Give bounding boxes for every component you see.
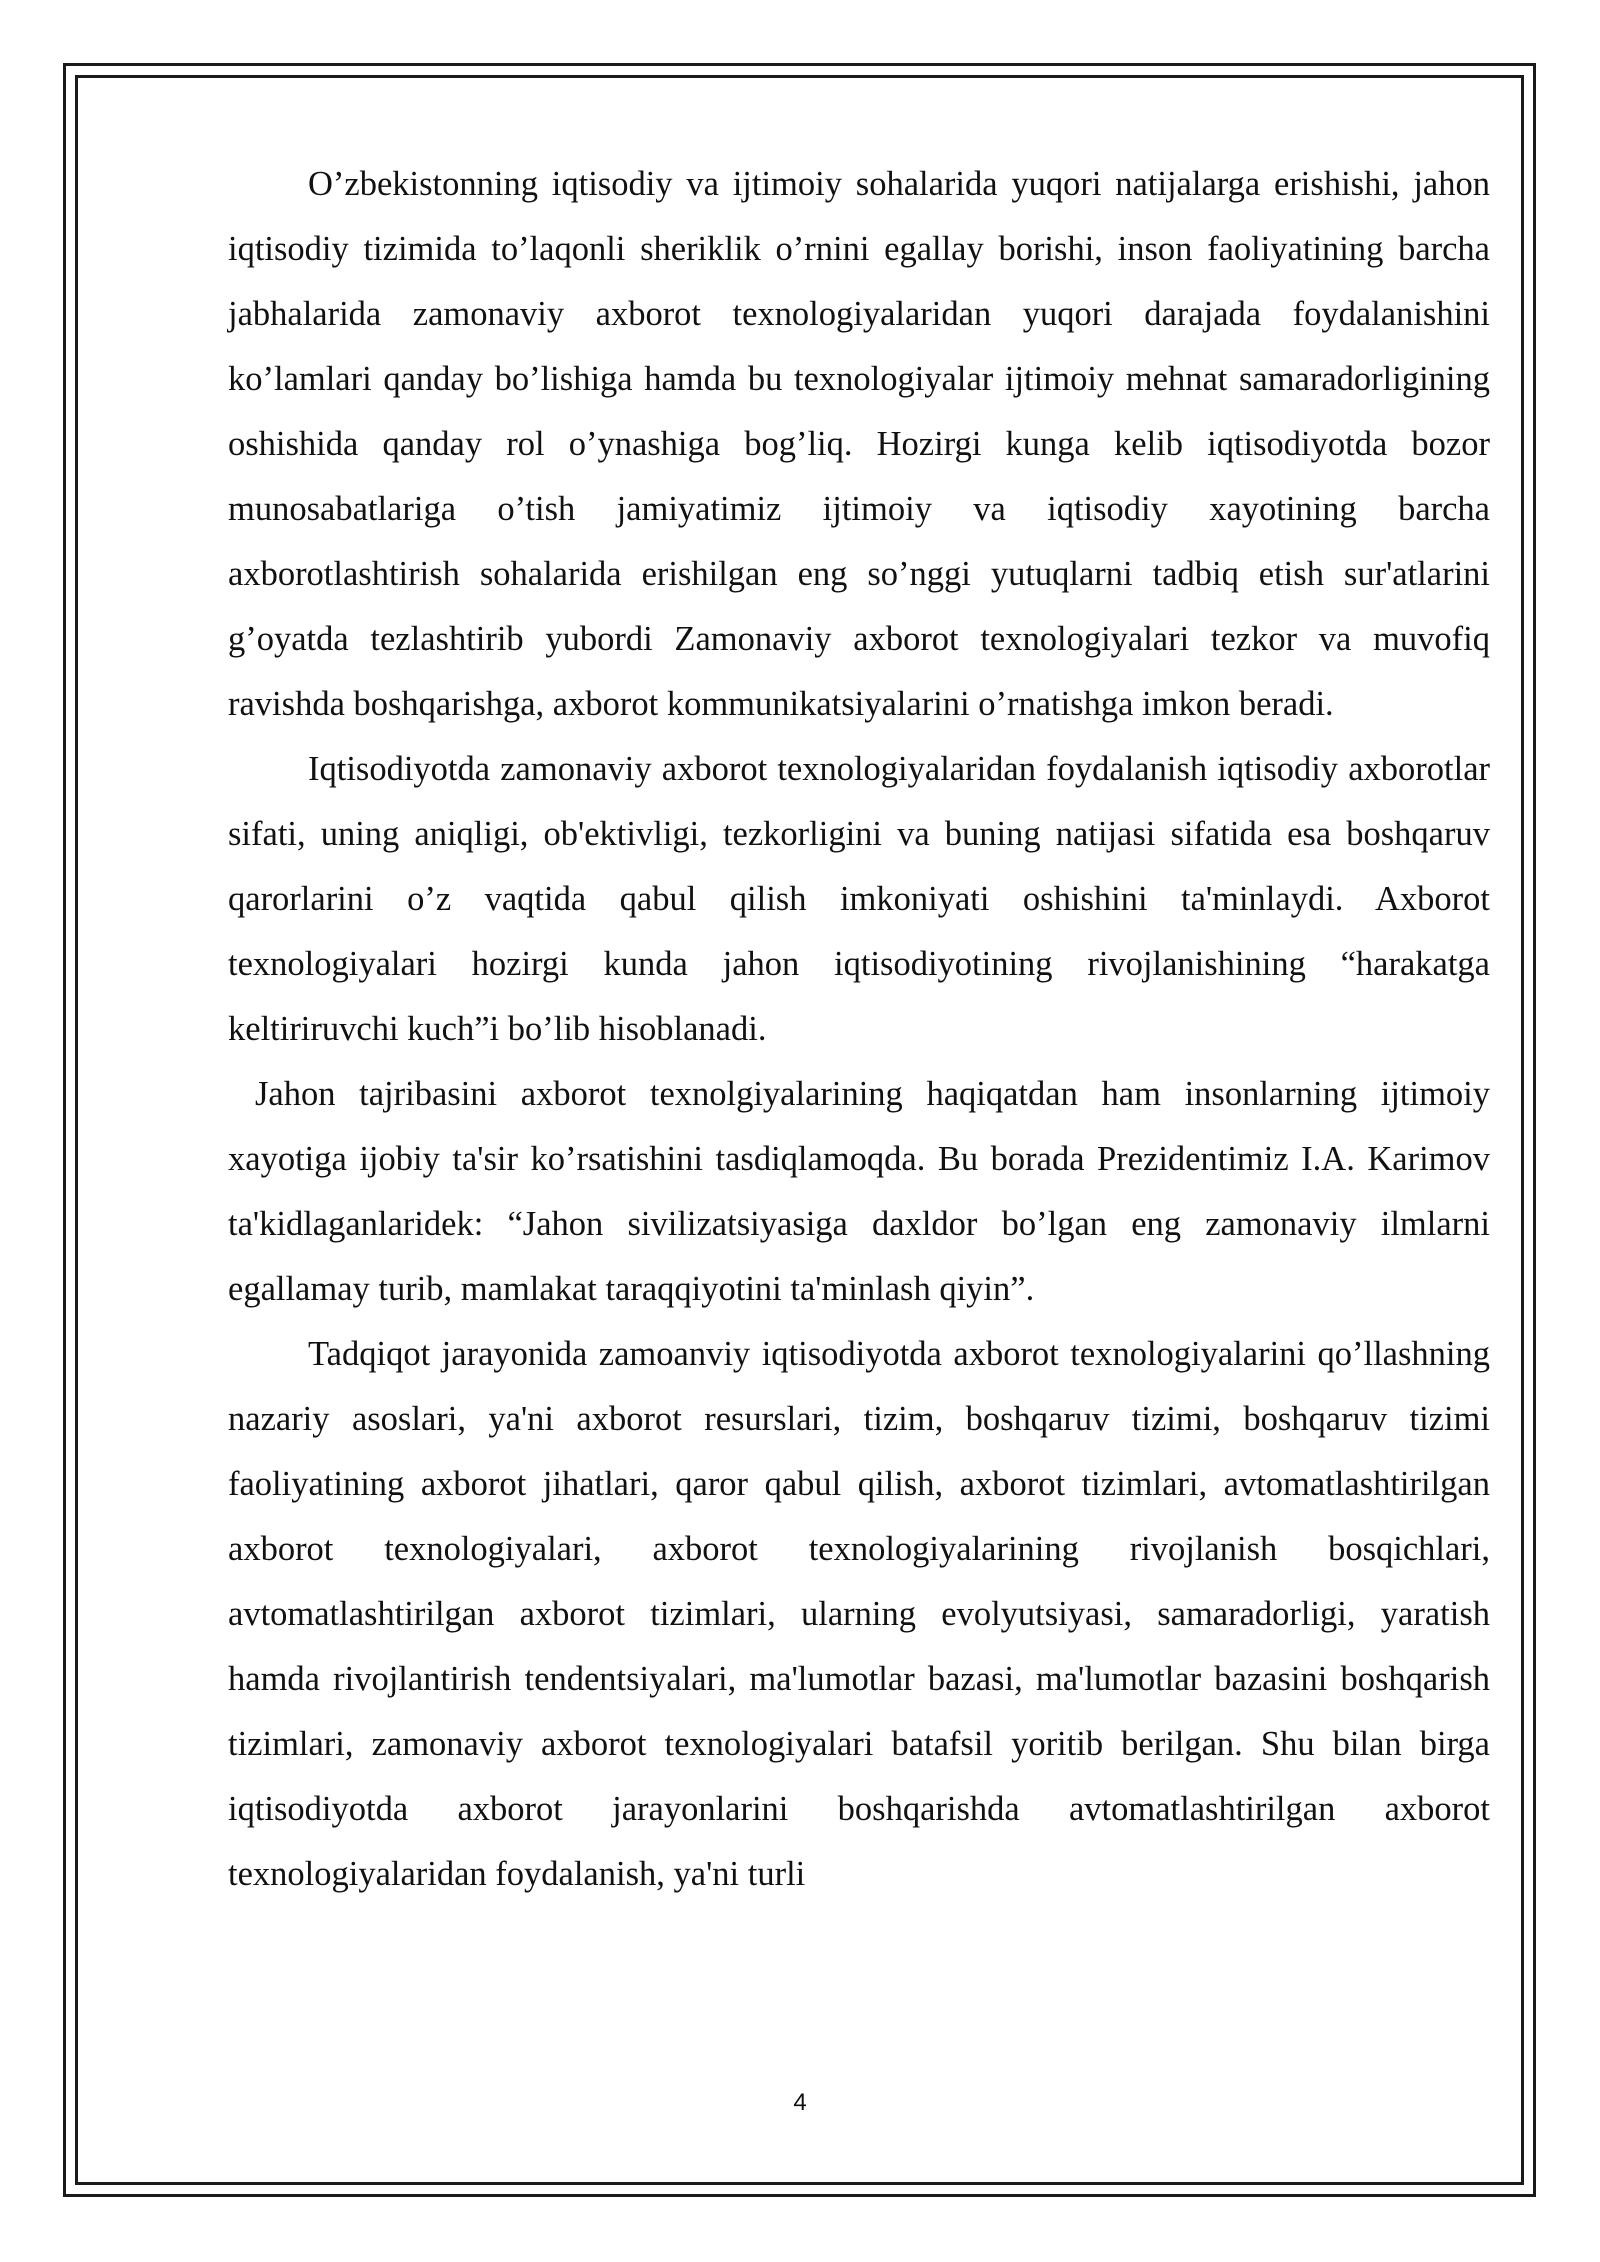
paragraph-3: Jahon tajribasini axborot texnolgiyalarining haqiqatdan ham insonlarning ijtimoiy xayotiga ijobiy ta'sir ko’rsatishini tasdiqlamoqda. Bu borada Prezidentimiz I.A. Karimov ta'kidlaganlaridek: “Jahon sivilizatsiyasiga daxldor bo’lgan eng zamonaviy ilmlarni egallamay turib, mamlakat taraqqiyotini ta'minlash qiyin”. <box>228 1075 1490 1308</box>
paragraph-1: O’zbekistonning iqtisodiy va ijtimoiy sohalarida yuqori natijalarga erishishi, jahon iqtisodiy tizimida to’laqonli sheriklik o’rnini egallay borishi, inson faoliyatining barcha jabhalarida zamonaviy axborot texnologiyalaridan yuqori darajada foydalanishini ko’lamlari qanday bo’lishiga hamda bu texnologiyalar ijtimoiy mehnat samaradorligining oshishida qanday rol o’ynashiga bog’liq. Hozirgi kunga kelib iqtisodiyotda bozor munosabatlariga o’tish jamiyatimiz ijtimoiy va iqtisodiy xayotining barcha axborotlashtirish sohalarida erishilgan eng so’nggi yutuqlarni tadbiq etish sur'atlarini g’oyatda tezlashtirib yubordi Zamonaviy axborot texnologiyalari tezkor va muvofiq ravishda boshqarishga, axborot kommunikatsiyalarini o’rnatishga imkon beradi. <box>228 165 1490 723</box>
document-body <box>228 152 1490 1907</box>
page-number: 4 <box>793 2089 807 2116</box>
paragraph-4: Tadqiqot jarayonida zamoanviy iqtisodiyotda axborot texnologiyalarini qo’llashning nazariy asoslari, ya'ni axborot resurslari, tizim, boshqaruv tizimi, boshqaruv tizimi faoliyatining axborot jihatlari, qaror qabul qilish, axborot tizimlari, avtomatlashtirilgan axborot texnologiyalari, axborot texnologiyalarining rivojlanish bosqichlari, avtomatlashtirilgan axborot tizimlari, ularning evolyutsiyasi, samaradorligi, yaratish hamda rivojlantirish tendentsiyalari, ma'lumotlar bazasi, ma'lumotlar bazasini boshqarish tizimlari, zamonaviy axborot texnologiyalari batafsil yoritib berilgan. Shu bilan birga iqtisodiyotda axborot jarayonlarini boshqarishda avtomatlashtirilgan axborot texnologiyalaridan foydalanish, ya'ni turli <box>228 1335 1490 1893</box>
paragraph-2: Iqtisodiyotda zamonaviy axborot texnologiyalaridan foydalanish iqtisodiy axborotlar sifati, uning aniqligi, ob'ektivligi, tezkorligini va buning natijasi sifatida esa boshqaruv qarorlarini o’z vaqtida qabul qilish imkoniyati oshishini ta'minlaydi. Axborot texnologiyalari hozirgi kunda jahon iqtisodiyotining rivojlanishining “harakatga keltiriruvchi kuch”i bo’lib hisoblanadi. <box>228 750 1490 1048</box>
